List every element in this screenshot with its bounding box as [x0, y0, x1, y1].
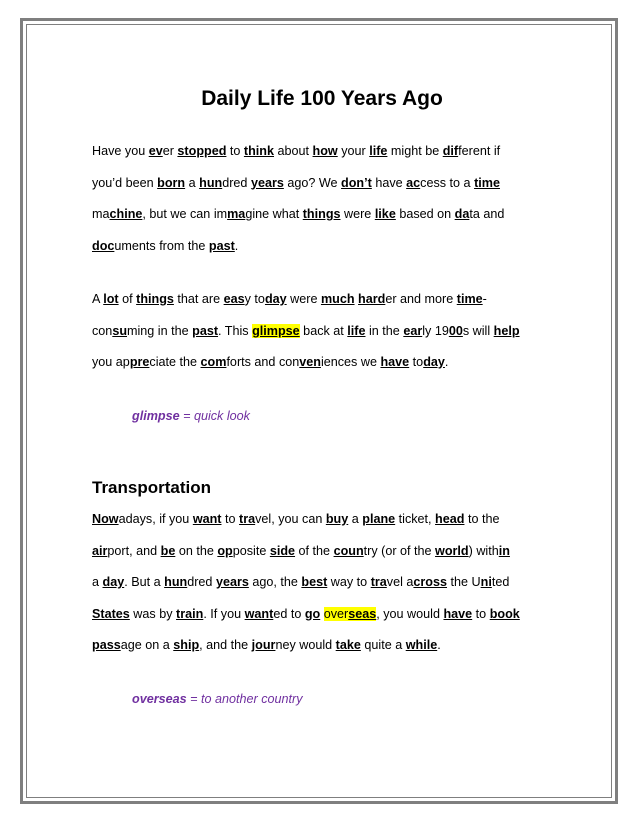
glossary-term: glimpse	[132, 408, 180, 423]
keyword: years	[215, 575, 249, 589]
text-run: age on a	[120, 638, 174, 652]
text-run: were	[340, 207, 375, 221]
keyword: 00	[448, 323, 463, 338]
text-run: forts and con	[226, 355, 300, 369]
keyword: hard	[358, 292, 386, 306]
keyword: pass	[92, 638, 121, 652]
keyword: time	[474, 175, 500, 190]
keyword: have	[443, 606, 473, 621]
keyword: air	[92, 543, 108, 558]
keyword: ma	[227, 207, 246, 221]
text-run: over	[323, 606, 349, 621]
keyword: States	[92, 606, 130, 621]
keyword: da	[454, 207, 470, 221]
text-run: you ap	[92, 355, 130, 369]
keyword: best	[301, 575, 328, 589]
text-run: posite	[232, 543, 270, 558]
keyword: side	[269, 543, 296, 558]
text-run: , you would	[376, 606, 444, 621]
text-run: . If you	[203, 606, 245, 621]
text-run: that are	[173, 292, 224, 306]
text-run: s will	[462, 323, 494, 338]
text-run: ago? We	[283, 175, 342, 190]
keyword: hun	[199, 175, 223, 190]
keyword: head	[435, 512, 465, 526]
keyword: day	[264, 292, 287, 306]
text-run: adays, if you	[118, 512, 193, 526]
text-run: -	[482, 292, 487, 306]
text-run: ney would	[275, 638, 336, 652]
keyword: help	[493, 323, 520, 338]
text-run: ticket,	[395, 512, 436, 526]
text-run: .	[437, 638, 441, 652]
section-heading: Transportation	[92, 478, 212, 497]
keyword: op	[217, 543, 233, 558]
text-run: in the	[365, 323, 404, 338]
text-run: er	[162, 144, 178, 158]
glossary-overseas	[132, 684, 552, 716]
text-run: ma	[92, 207, 110, 221]
keyword: seas	[348, 606, 377, 621]
text-run: con	[92, 323, 113, 338]
text-run: to the	[464, 512, 500, 526]
text-run: y to	[244, 292, 265, 306]
text-run: on the	[175, 543, 218, 558]
text-run: gine what	[245, 207, 303, 221]
text-run: , but we can	[142, 207, 214, 221]
keyword: don’t	[341, 175, 372, 190]
keyword: while	[405, 638, 438, 652]
comparison-paragraph	[92, 284, 552, 379]
keyword: ship	[173, 638, 200, 652]
keyword: lot	[103, 292, 119, 306]
keyword: things	[302, 207, 341, 221]
keyword: tra	[370, 575, 387, 589]
text-run: about	[274, 144, 313, 158]
text-run: a	[185, 175, 200, 190]
keyword: ev	[148, 144, 163, 158]
text-run: ta and	[469, 207, 505, 221]
keyword: world	[435, 543, 469, 558]
text-run: dred	[222, 175, 251, 190]
text-run: was by	[129, 606, 177, 621]
keyword: have	[380, 355, 410, 369]
text-run: . This	[218, 323, 253, 338]
text-run: er and more	[385, 292, 457, 306]
keyword: years	[250, 175, 284, 190]
text-run: cess to a	[420, 175, 475, 190]
text-run: vel, you can	[255, 512, 326, 526]
text-run: the U	[447, 575, 481, 589]
text-run: ferent if	[458, 144, 501, 158]
text-run: to	[221, 512, 240, 526]
glossary-term: overseas	[132, 691, 187, 706]
text-run: to	[226, 144, 244, 158]
text-run: might be	[387, 144, 443, 158]
text-run: iences we	[320, 355, 381, 369]
keyword: life	[369, 144, 388, 158]
text-run: port, and	[107, 543, 161, 558]
text-run: .	[444, 355, 449, 369]
text-run: try (or of the	[363, 543, 436, 558]
text-run: ) with	[468, 543, 499, 558]
text-run: ciate the	[149, 355, 201, 369]
text-run: back at	[299, 323, 348, 338]
text-run: A	[92, 292, 104, 306]
transportation-paragraph	[92, 504, 552, 662]
intro-paragraph	[92, 136, 552, 262]
keyword: buy	[325, 512, 349, 526]
keyword: things	[136, 292, 174, 306]
keyword: book	[489, 606, 520, 621]
text-run: you’d been	[92, 175, 158, 190]
keyword: su	[112, 323, 128, 338]
keyword: tra	[239, 512, 256, 526]
keyword: how	[312, 144, 338, 158]
text-run: , and the	[199, 638, 252, 652]
text-run: of	[118, 292, 137, 306]
glossary-definition: = to another country	[186, 691, 303, 706]
keyword: glimpse	[252, 323, 300, 338]
glossary-glimpse	[132, 401, 552, 433]
keyword: stopped	[177, 144, 227, 158]
keyword: born	[157, 175, 186, 190]
text-run: a	[92, 575, 103, 589]
keyword: Now	[92, 512, 119, 526]
keyword: take	[335, 638, 361, 652]
keyword: jour	[251, 638, 276, 652]
keyword: doc	[92, 238, 115, 253]
keyword: much	[320, 292, 355, 306]
text-run: im	[213, 207, 228, 221]
glossary-definition: = quick look	[179, 408, 250, 423]
text-run: ago, the	[248, 575, 302, 589]
text-run: a	[348, 512, 363, 526]
text-run: based on	[395, 207, 455, 221]
document-body	[92, 70, 552, 715]
keyword: in	[498, 543, 510, 558]
keyword: eas	[223, 292, 245, 306]
keyword: past	[192, 323, 219, 338]
keyword: day	[423, 355, 445, 369]
keyword: chine	[109, 207, 143, 221]
keyword: time	[456, 292, 483, 306]
keyword: day	[102, 575, 125, 589]
text-run: have	[371, 175, 407, 190]
keyword: ven	[299, 355, 321, 369]
text-run: of the	[295, 543, 334, 558]
keyword: train	[176, 606, 204, 621]
text-run: ted	[491, 575, 510, 589]
keyword: pre	[129, 355, 150, 369]
keyword: com	[200, 355, 227, 369]
text-run: ed to	[273, 606, 305, 621]
text-run: vel a	[386, 575, 414, 589]
text-run: .	[234, 238, 239, 253]
keyword: like	[374, 207, 396, 221]
keyword: go	[304, 606, 321, 621]
page-title: Daily Life 100 Years Ago	[201, 87, 443, 110]
text-run: were	[286, 292, 321, 306]
keyword: think	[243, 144, 275, 158]
text-run: way to	[327, 575, 371, 589]
text-run: ly 19	[422, 323, 449, 338]
keyword: coun	[333, 543, 364, 558]
text-run: to	[472, 606, 490, 621]
keyword: ac	[406, 175, 421, 190]
text-run: your	[337, 144, 370, 158]
text-run: ming in the	[127, 323, 193, 338]
keyword: want	[192, 512, 222, 526]
text-run: uments from the	[114, 238, 209, 253]
keyword: plane	[362, 512, 396, 526]
keyword: life	[347, 323, 366, 338]
keyword: be	[160, 543, 176, 558]
keyword: ni	[480, 575, 492, 589]
text-run: quite a	[360, 638, 406, 652]
keyword: past	[208, 238, 235, 253]
keyword: dif	[442, 144, 459, 158]
keyword: hun	[164, 575, 188, 589]
text-run: Have you	[92, 144, 149, 158]
text-run: to	[409, 355, 424, 369]
text-run: dred	[187, 575, 216, 589]
text-run: . But a	[124, 575, 165, 589]
keyword: want	[244, 606, 274, 621]
keyword: cross	[413, 575, 448, 589]
keyword: ear	[403, 323, 423, 338]
